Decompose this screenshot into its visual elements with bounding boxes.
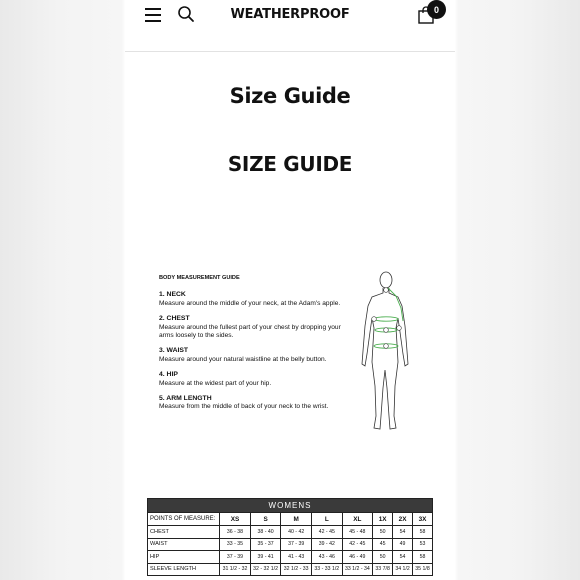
measure-label: 2. CHEST	[159, 315, 190, 323]
measure-label: 1. NECK	[159, 291, 186, 299]
table-row-sleeve-length	[148, 563, 433, 576]
table-cell: 49	[393, 538, 413, 551]
table-cell: 35 1/8	[413, 563, 433, 576]
size-guide-heading: SIZE GUIDE	[227, 152, 353, 176]
measure-item-waist	[159, 347, 349, 364]
table-cell: 54	[393, 551, 413, 564]
measure-item-chest	[159, 315, 349, 340]
measure-text: Measure from the middle of back of your neck to the wrist.	[159, 403, 329, 411]
table-cell: 35 - 37	[250, 538, 281, 551]
table-cell: 33 7/8	[373, 563, 393, 576]
size-header: 3X	[413, 513, 433, 526]
measure-text: Measure around your natural waistline at the belly button.	[159, 355, 327, 363]
body-measurement-guide	[159, 274, 349, 419]
table-cell: 42 - 45	[342, 538, 373, 551]
table-cell: 54	[393, 526, 413, 539]
table-row-waist	[148, 538, 433, 551]
page-title: Size Guide	[229, 84, 351, 108]
measure-item-hip	[159, 371, 349, 388]
size-header: XL	[342, 513, 373, 526]
row-label: CHEST	[148, 526, 220, 539]
table-cell: 34 1/2	[393, 563, 413, 576]
table-cell: 40 - 42	[281, 526, 312, 539]
table-cell: 33 - 35	[220, 538, 251, 551]
site-header	[125, 0, 455, 52]
table-cell: 33 1/2 - 34	[342, 563, 373, 576]
size-header: L	[311, 513, 342, 526]
points-of-measure-header: POINTS OF MEASURE:	[148, 513, 220, 526]
size-header: 1X	[373, 513, 393, 526]
table-banner: WOMENS	[148, 499, 433, 513]
cart-count-badge: 0	[427, 0, 446, 19]
measure-text: Measure around the fullest part of your chest by dropping your arms loosely to the sides.	[159, 323, 341, 340]
table-cell: 32 1/2 - 33	[281, 563, 312, 576]
size-header: XS	[220, 513, 251, 526]
table-cell: 50	[373, 551, 393, 564]
table-cell: 39 - 42	[311, 538, 342, 551]
body-measurement-figure-icon	[358, 266, 414, 436]
measure-label: 4. HIP	[159, 371, 178, 379]
table-cell: 32 - 32 1/2	[250, 563, 281, 576]
table-row-chest	[148, 526, 433, 539]
table-cell: 45	[373, 538, 393, 551]
size-header: M	[281, 513, 312, 526]
measure-label: 3. WAIST	[159, 347, 189, 355]
table-cell: 41 - 43	[281, 551, 312, 564]
row-label: WAIST	[148, 538, 220, 551]
size-header: S	[250, 513, 281, 526]
measure-label: 5. ARM LENGTH	[159, 395, 212, 403]
table-cell: 37 - 39	[281, 538, 312, 551]
measure-text: Measure around the middle of your neck, at the Adam's apple.	[159, 299, 341, 307]
table-cell: 43 - 46	[311, 551, 342, 564]
page	[125, 0, 455, 580]
table-cell: 33 - 33 1/2	[311, 563, 342, 576]
table-cell: 46 - 49	[342, 551, 373, 564]
measure-item-neck	[159, 291, 349, 308]
size-header: 2X	[393, 513, 413, 526]
table-cell: 39 - 41	[250, 551, 281, 564]
table-cell: 36 - 38	[220, 526, 251, 539]
measurement-guide-title: BODY MEASUREMENT GUIDE	[159, 275, 240, 281]
table-cell: 58	[413, 526, 433, 539]
table-cell: 45 - 48	[342, 526, 373, 539]
table-cell: 31 1/2 - 32	[220, 563, 251, 576]
table-cell: 50	[373, 526, 393, 539]
table-cell: 53	[413, 538, 433, 551]
table-cell: 58	[413, 551, 433, 564]
measure-text: Measure at the widest part of your hip.	[159, 379, 272, 387]
table-cell: 42 - 45	[311, 526, 342, 539]
brand-logo[interactable]: WEATHERPROOF	[230, 7, 350, 22]
row-label: SLEEVE LENGTH	[148, 563, 220, 576]
table-row-hip	[148, 551, 433, 564]
womens-size-table	[147, 498, 433, 576]
table-cell: 37 - 39	[220, 551, 251, 564]
table-cell: 38 - 40	[250, 526, 281, 539]
measure-item-arm-length	[159, 395, 349, 412]
row-label: HIP	[148, 551, 220, 564]
